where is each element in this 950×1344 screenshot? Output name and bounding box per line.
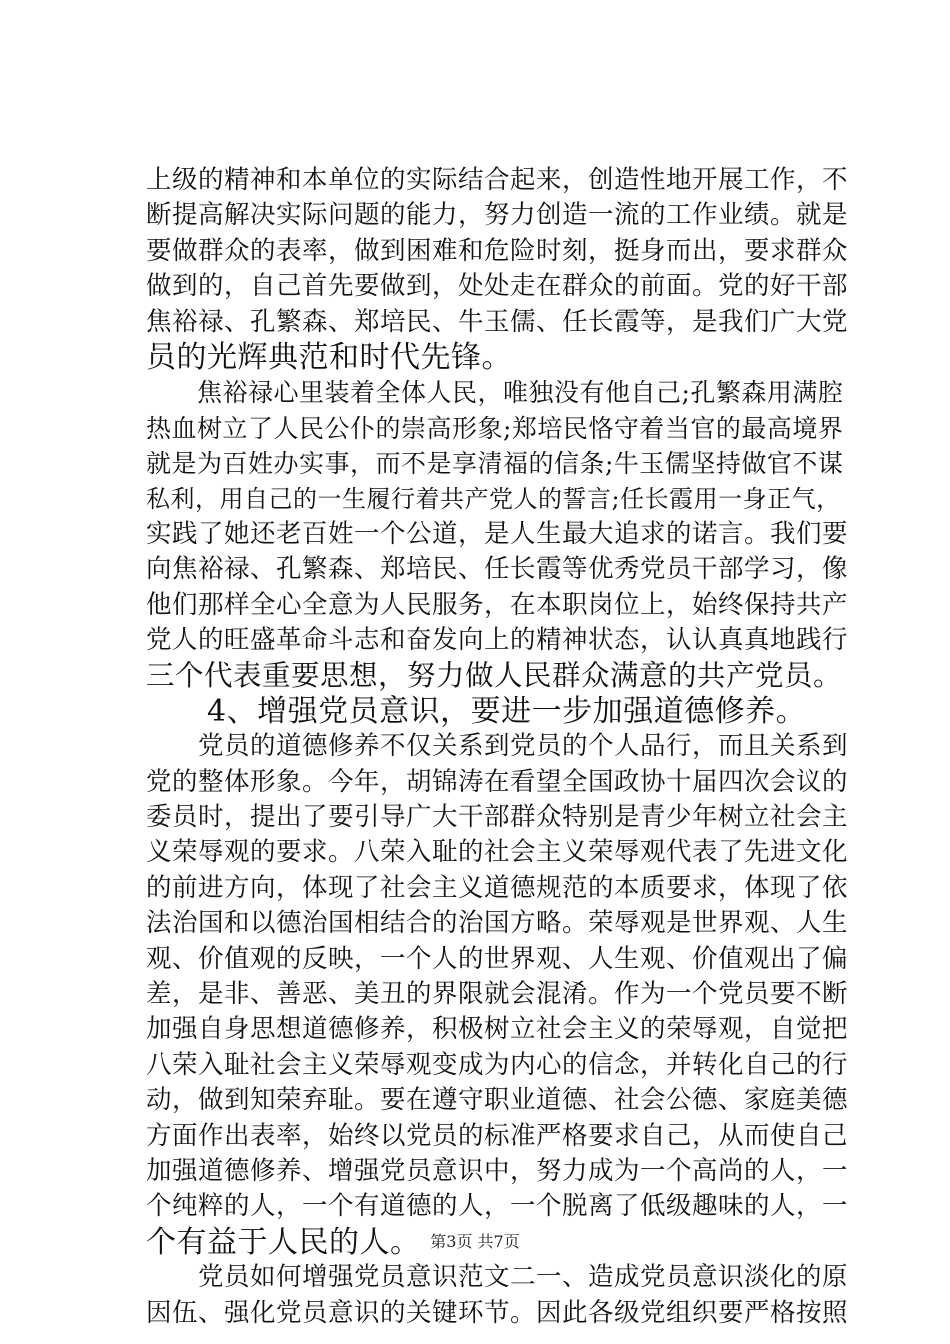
text-line: 的前进方向，体现了社会主义道德规范的本质要求，体现了依 — [146, 872, 849, 903]
text-line: 实践了她还老百姓一个公道，是人生最大追求的诺言。我们要 — [146, 518, 849, 549]
text-line: 私利，用自己的一生履行着共产党人的誓言;任长霞用一身正气， — [146, 484, 841, 513]
text-line: 党的整体形象。今年，胡锦涛在看望全国政协十届四次会议的 — [146, 766, 849, 797]
text-line: 加强自身思想道德修养，积极树立社会主义的荣辱观，自觉把 — [146, 1014, 849, 1045]
text-line: 焦裕禄心里装着全体人民，唯独没有他自己;孔繁森用满腔 — [146, 378, 844, 408]
text-line: 观、价值观的反映，一个人的世界观、人生观、价值观出了偏 — [146, 943, 849, 974]
text-line: 上级的精神和本单位的实际结合起来，创造性地开展工作，不 — [146, 165, 849, 195]
text-line: 员的光辉典范和时代先锋。 — [146, 339, 512, 375]
text-line: 动，做到知荣弃耻。要在遵守职业道德、社会公德、家庭美德 — [146, 1085, 849, 1116]
text-line: 因伍、强化党员意识的关键环节。因此各级党组织要严格按照 — [146, 1297, 849, 1328]
text-line: 焦裕禄、孔繁森、郑培民、牛玉儒、任长霞等，是我们广大党 — [146, 306, 849, 337]
text-line: 要做群众的表率，做到困难和危险时刻，挺身而出，要求群众 — [146, 235, 849, 266]
section-heading: 4、增强党员意识，要进一步加强道德修养。 — [146, 693, 807, 729]
text-line: 做到的，自己首先要做到，处处走在群众的前面。党的好干部 — [146, 271, 849, 302]
text-line: 三个代表重要思想，努力做人民群众满意的共产党员。 — [146, 659, 843, 693]
text-line: 方面作出表率，始终以党员的标准严格要求自己，从而使自己 — [146, 1120, 849, 1151]
text-line: 委员时，提出了要引导广大干部群众特别是青少年树立社会主 — [146, 802, 849, 833]
text-line: 向焦裕禄、孔繁森、郑培民、任长霞等优秀党员干部学习，像 — [146, 554, 849, 585]
text-line: 党人的旺盛革命斗志和奋发向上的精神状态，认认真真地践行 — [146, 625, 849, 656]
text-line: 差，是非、善恶、美丑的界限就会混淆。作为一个党员要不断 — [146, 978, 849, 1009]
text-line: 义荣辱观的要求。八荣入耻的社会主义荣辱观代表了先进文化 — [146, 837, 849, 868]
text-line: 个纯粹的人，一个有道德的人，一个脱离了低级趣味的人，一 — [146, 1191, 849, 1222]
text-line: 党员如何增强党员意识范文二一、造成党员意识淡化的原 — [146, 1262, 849, 1293]
text-line: 热血树立了人民公仆的崇高形象;郑培民恪守着当官的最高境界 — [146, 413, 844, 443]
text-line: 断提高解决实际问题的能力，努力创造一流的工作业绩。就是 — [146, 200, 849, 231]
text-line: 八荣入耻社会主义荣辱观变成为内心的信念，并转化自己的行 — [146, 1049, 849, 1080]
text-line: 他们那样全心全意为人民服务，在本职岗位上，始终保持共产 — [146, 589, 849, 620]
text-line: 个有益于人民的人。 — [146, 1224, 421, 1260]
body-text — [146, 163, 849, 1331]
text-line: 加强道德修养、增强党员意识中，努力成为一个高尚的人，一 — [146, 1155, 849, 1186]
text-line: 就是为百姓办实事，而不是享清福的信条;牛玉儒坚持做官不谋 — [146, 449, 844, 479]
page-number-footer: 第3页 共7页 — [430, 1232, 520, 1251]
text-line: 党员的道德修养不仅关系到党员的个人品行，而且关系到 — [146, 731, 849, 762]
text-line: 法治国和以德治国相结合的治国方略。荣辱观是世界观、人生 — [146, 908, 849, 939]
